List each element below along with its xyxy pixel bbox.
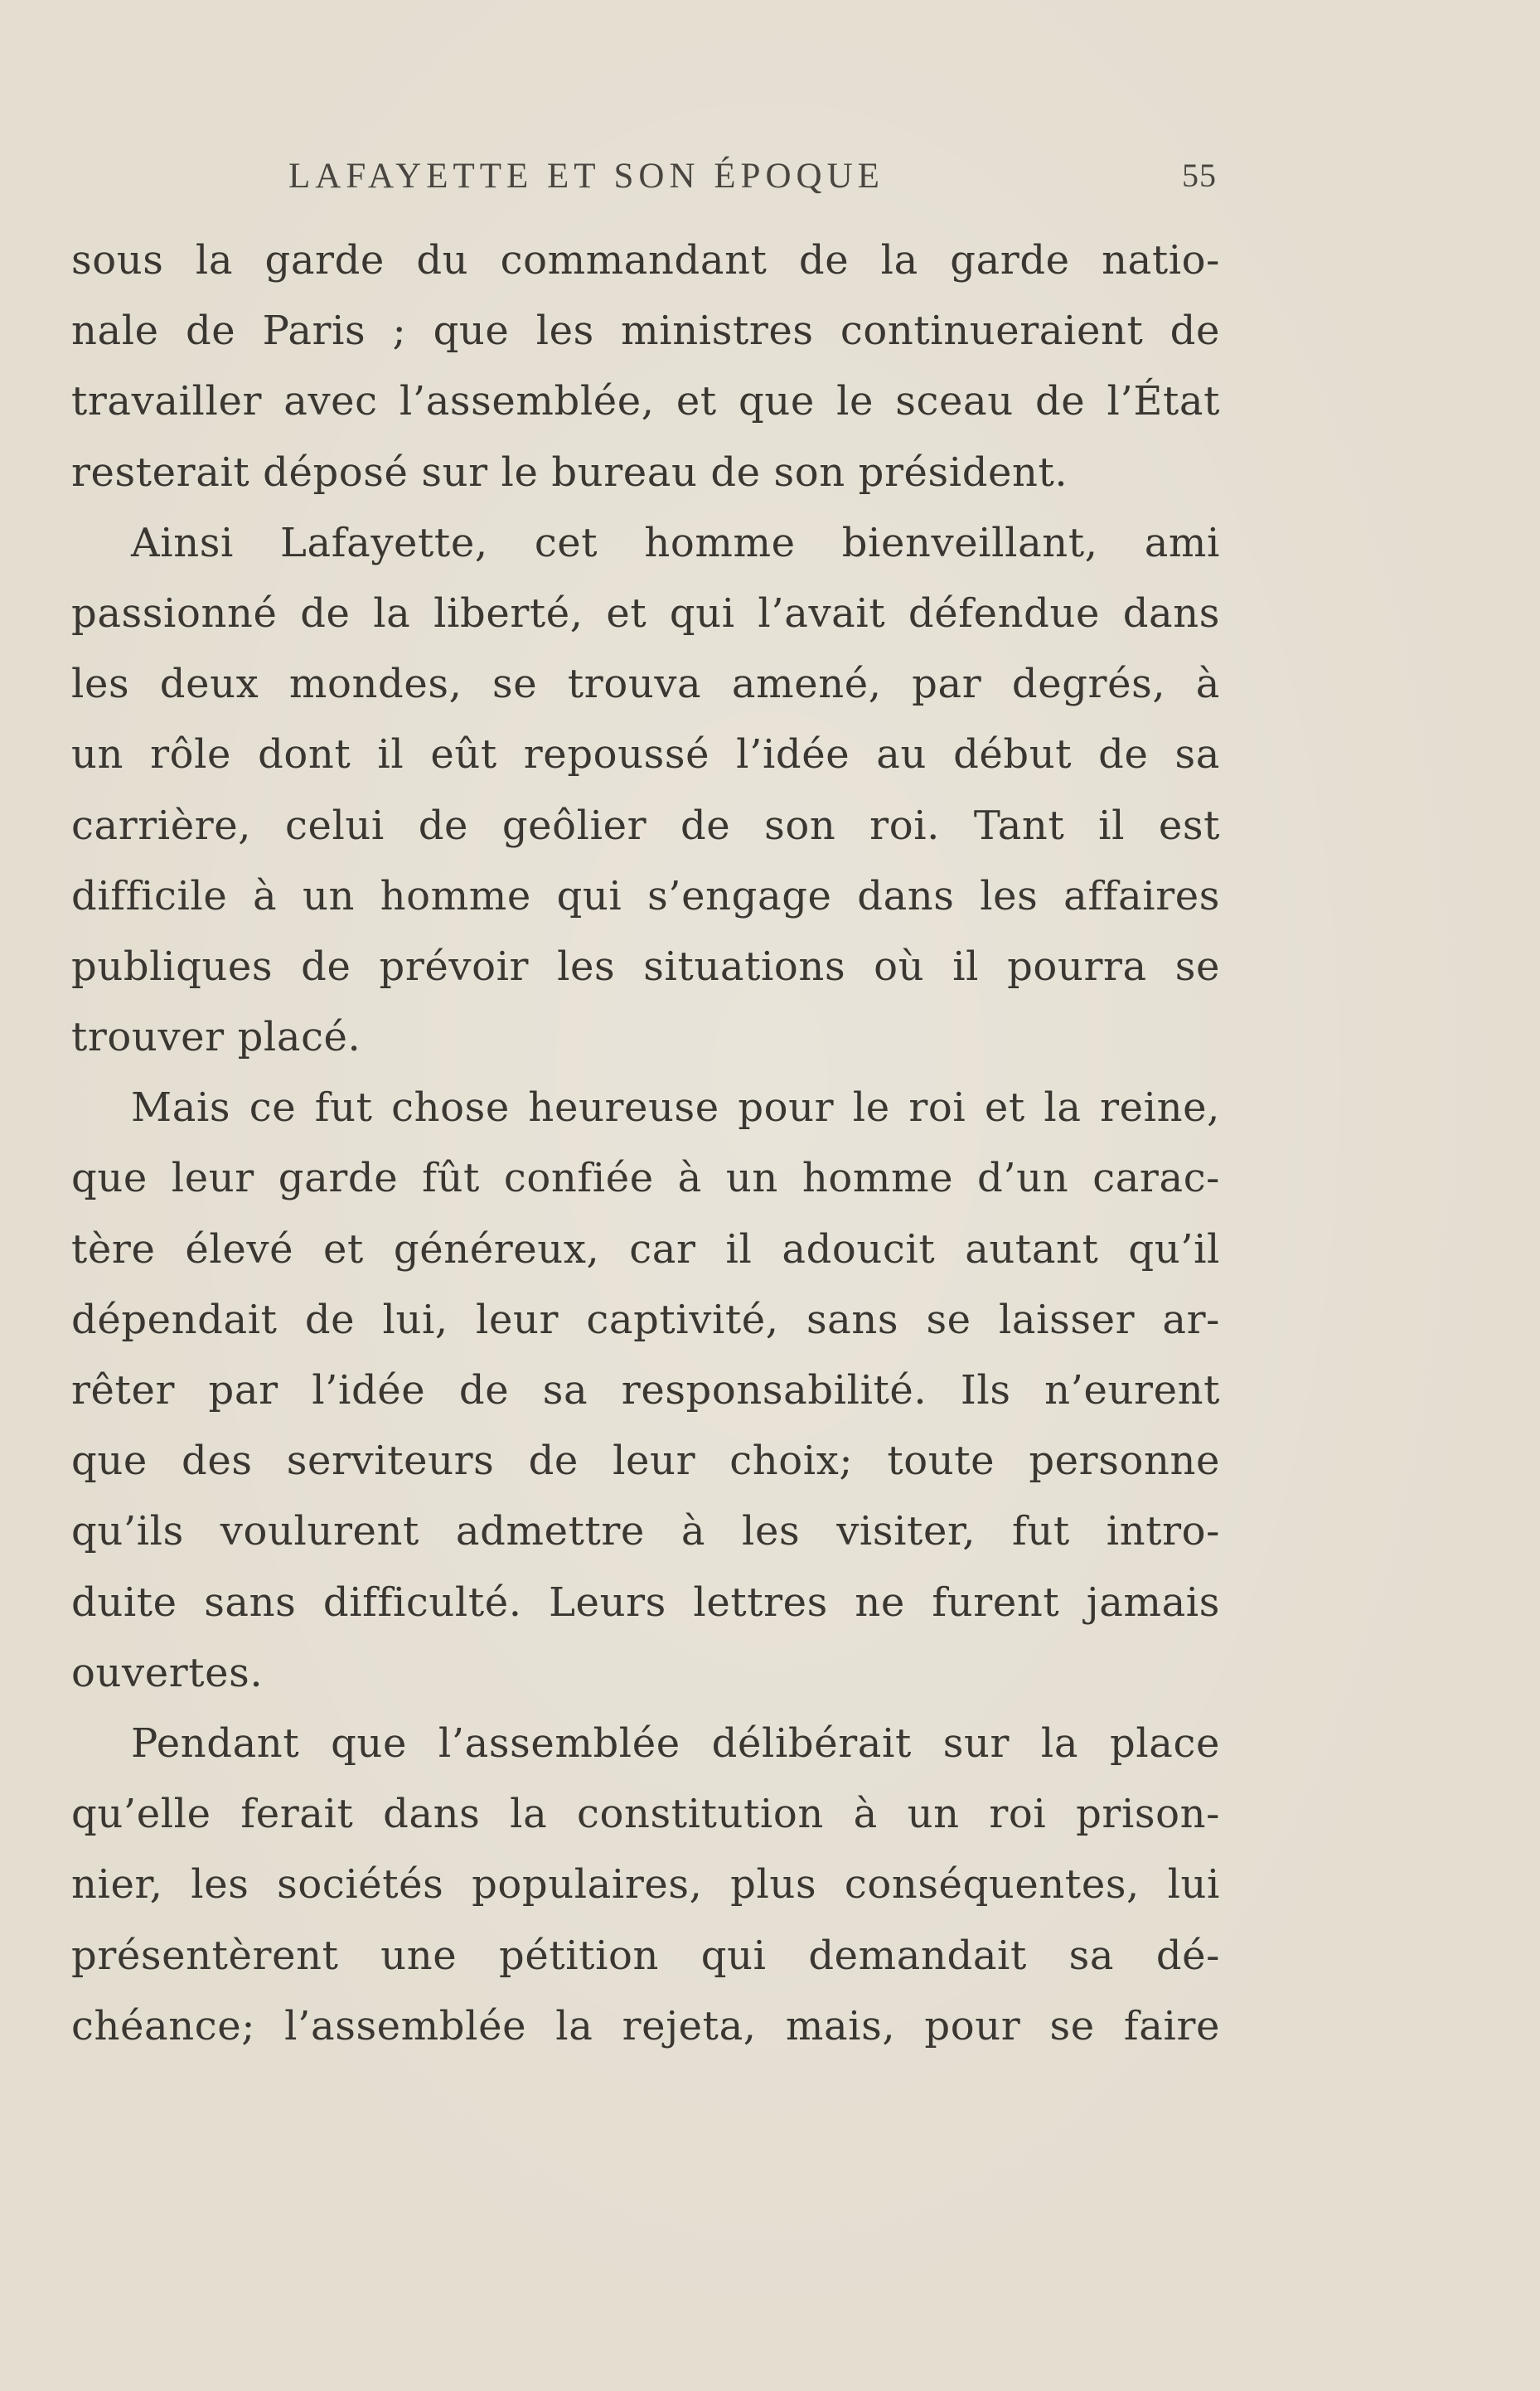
text-line: passionné de la liberté, et qui l’avait défendue dans <box>71 589 1220 637</box>
paragraph-first-line: Mais ce fut chose heureuse pour le roi et la reine, <box>131 1084 1220 1132</box>
text-line: travailler avec l’assemblée, et que le sceau de l’État <box>71 378 1220 425</box>
text-line: nale de Paris ; que les ministres continueraient de <box>71 308 1220 355</box>
text-line: ouvertes. <box>71 1649 264 1696</box>
text-line: difficile à un homme qui s’engage dans les affaires <box>71 872 1220 919</box>
text-line: qu’ils voulurent admettre à les visiter, fut intro- <box>71 1508 1220 1555</box>
text-line: duite sans difficulté. Leurs lettres ne furent jamais <box>71 1579 1220 1626</box>
text-line: carrière, celui de geôlier de son roi. Tant il est <box>71 802 1220 849</box>
text-line: nier, les sociétés populaires, plus conséquentes, lui <box>71 1861 1220 1908</box>
text-line: que leur garde fût confiée à un homme d’un carac- <box>71 1155 1220 1202</box>
text-line: un rôle dont il eût repoussé l’idée au début de sa <box>71 731 1220 778</box>
body-text <box>71 226 1220 2062</box>
text-line: trouver placé. <box>71 1014 361 1061</box>
running-head <box>288 156 1217 197</box>
paragraph-first-line: Pendant que l’assemblée délibérait sur la place <box>131 1719 1220 1767</box>
text-line: sous la garde du commandant de la garde natio- <box>71 237 1220 284</box>
text-line: les deux mondes, se trouva amené, par degrés, à <box>71 661 1220 708</box>
text-line: chéance; l’assemblée la rejeta, mais, pour se faire <box>71 2002 1220 2049</box>
text-line: que des serviteurs de leur choix; toute personne <box>71 1438 1220 1485</box>
text-line: tère élevé et généreux, car il adoucit autant qu’il <box>71 1225 1220 1273</box>
text-line: publiques de prévoir les situations où il pourra se <box>71 943 1220 990</box>
text-line: dépendait de lui, leur captivité, sans se laisser ar- <box>71 1296 1220 1343</box>
text-line: resterait déposé sur le bureau de son président. <box>71 449 1068 496</box>
running-title: LAFAYETTE ET SON ÉPOQUE <box>288 157 884 196</box>
page-number: 55 <box>1182 157 1217 194</box>
text-line: rêter par l’idée de sa responsabilité. Ils n’eurent <box>71 1367 1220 1414</box>
text-line: qu’elle ferait dans la constitution à un roi prison- <box>71 1791 1220 1838</box>
paragraph-first-line: Ainsi Lafayette, cet homme bienveillant, ami <box>131 519 1220 566</box>
text-line: présentèrent une pétition qui demandait sa dé- <box>71 1932 1220 1979</box>
